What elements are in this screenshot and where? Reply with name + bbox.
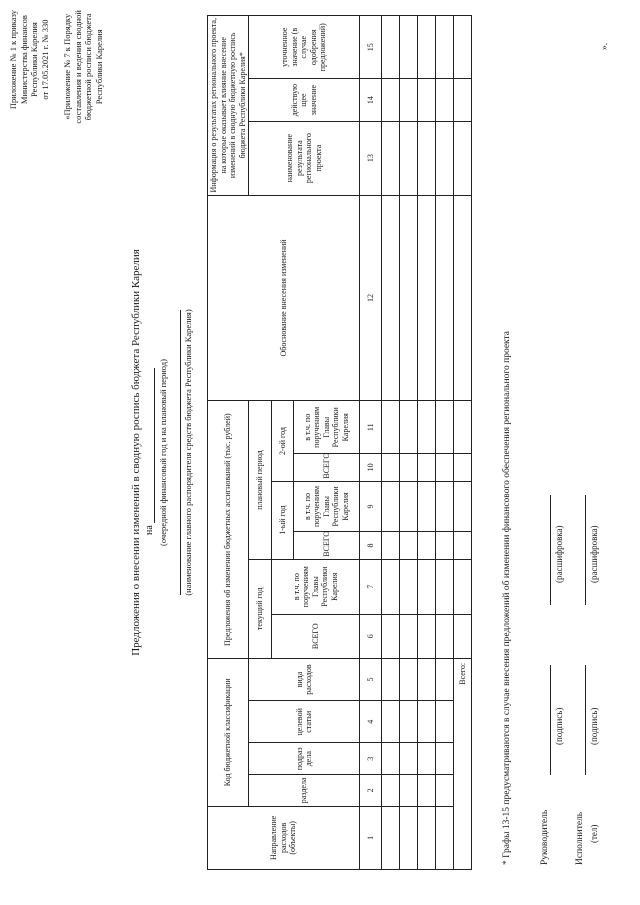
header-podrazdel: подраз дела xyxy=(249,743,360,775)
table-row xyxy=(400,16,418,870)
head-label: Руководитель xyxy=(540,809,550,865)
head-signature-caption: (подпись) xyxy=(554,707,564,745)
executor-signature-line xyxy=(585,665,586,775)
appendix-1-line-3: Республики Карелия xyxy=(29,22,39,97)
header-first-year: 1-ый год xyxy=(272,481,294,559)
header-first-year-total: ВСЕГО xyxy=(294,532,360,559)
appendix-7-line-1: «Приложение № 7 к Порядку xyxy=(62,13,72,120)
header-planned-period: плановый период xyxy=(249,401,272,559)
column-number: 3 xyxy=(360,743,382,775)
table-row xyxy=(418,16,436,870)
column-number: 13 xyxy=(360,121,382,195)
head-decoding-caption: (расшифровка) xyxy=(554,525,564,583)
table-row xyxy=(382,16,400,870)
column-number: 6 xyxy=(360,614,382,658)
executor-decoding-line xyxy=(585,495,586,605)
header-target: целевой статьи xyxy=(249,701,360,743)
distributor-line xyxy=(180,310,181,595)
executor-label: Исполнитель xyxy=(575,811,585,865)
header-direction: Направление расходов (объекты) xyxy=(208,806,360,869)
period-line xyxy=(154,368,155,523)
column-number: 4 xyxy=(360,701,382,743)
table-row xyxy=(436,16,454,870)
appendix-7-line-4: Республики Карелия xyxy=(93,29,104,105)
header-first-year-by-order: в т.ч. по поручениям Главы Республики Карелия xyxy=(294,481,360,532)
header-refined-value: уточненное значение (в случае одобрения предложений) xyxy=(249,16,360,79)
header-proposals-group: Предложения об изменении бюджетных ассигнований (тыс. рублей) xyxy=(208,401,249,659)
header-second-year: 2-ой год xyxy=(272,401,294,481)
column-number: 15 xyxy=(360,16,382,79)
closing-quote: ». xyxy=(600,42,610,50)
appendix-1-line-4: от 17.05.2021 г. № 330 xyxy=(39,19,50,100)
header-bk-group: Код бюджетной классификации xyxy=(208,658,249,806)
appendix-7-header xyxy=(62,10,104,124)
executor-signature-caption: (подпись) xyxy=(589,707,599,745)
appendix-1-header xyxy=(8,10,50,109)
phone-caption: (тел) xyxy=(589,824,599,843)
head-signature-line xyxy=(550,665,551,775)
appendix-7-line-2: составления и ведения сводной xyxy=(72,10,83,124)
period-caption: (очередной финансовый год и на плановый период) xyxy=(158,359,168,546)
header-result-name: наименование результата регионального проекта xyxy=(249,121,360,195)
distributor-caption: (наименование главного распорядителя средств бюджета Республики Карелия) xyxy=(183,309,193,596)
proposals-table xyxy=(207,15,472,870)
executor-decoding-caption: (расшифровка) xyxy=(589,525,599,583)
head-decoding-line xyxy=(550,495,551,605)
column-number: 5 xyxy=(360,658,382,700)
document-title: Предложения о внесении изменений в сводную роспись бюджета Республики Карелия xyxy=(130,249,142,656)
column-number-row xyxy=(360,16,382,870)
header-current-value: действую щее значение xyxy=(249,79,360,121)
column-number: 10 xyxy=(360,454,382,481)
column-number: 1 xyxy=(360,806,382,869)
appendix-1-line-1: Приложение № 1 к приказу xyxy=(8,10,18,110)
header-razdel: раздела xyxy=(249,775,360,807)
column-number: 12 xyxy=(360,195,382,401)
appendix-1-line-2: Министерства финансов xyxy=(18,15,29,105)
column-number: 7 xyxy=(360,559,382,614)
header-justification: Обоснование внесения изменений xyxy=(208,195,360,401)
header-second-year-total: ВСЕГО xyxy=(294,454,360,481)
footnote: * Графы 13-15 предусматриваются в случае внесения предложений об изменении финансового обеспечения регионального проекта xyxy=(502,330,512,865)
column-number: 14 xyxy=(360,79,382,121)
column-number: 8 xyxy=(360,532,382,559)
header-expense-type: вида расходов xyxy=(249,658,360,700)
appendix-7-line-3: бюджетной росписи бюджета xyxy=(83,13,93,121)
column-number: 2 xyxy=(360,775,382,807)
column-number: 9 xyxy=(360,481,382,532)
header-second-year-by-order: в т.ч. по поручениям Главы Республики Карелия xyxy=(294,401,360,454)
title-na: на xyxy=(144,525,155,535)
header-info-group: Информация о результатах регионального проекта, на которые оказывает влияние внесение изменений в сводную бюджетную роспись бюджета Республики Карелия* xyxy=(208,16,249,196)
header-current-total: ВСЕГО xyxy=(272,614,360,658)
total-row xyxy=(454,16,472,870)
column-number: 11 xyxy=(360,401,382,454)
header-current-year: текущий год xyxy=(249,559,272,658)
header-current-by-order: в т.ч. по поручениям Главы Республики Карелия xyxy=(272,559,360,614)
total-label: Всего: xyxy=(454,658,472,869)
